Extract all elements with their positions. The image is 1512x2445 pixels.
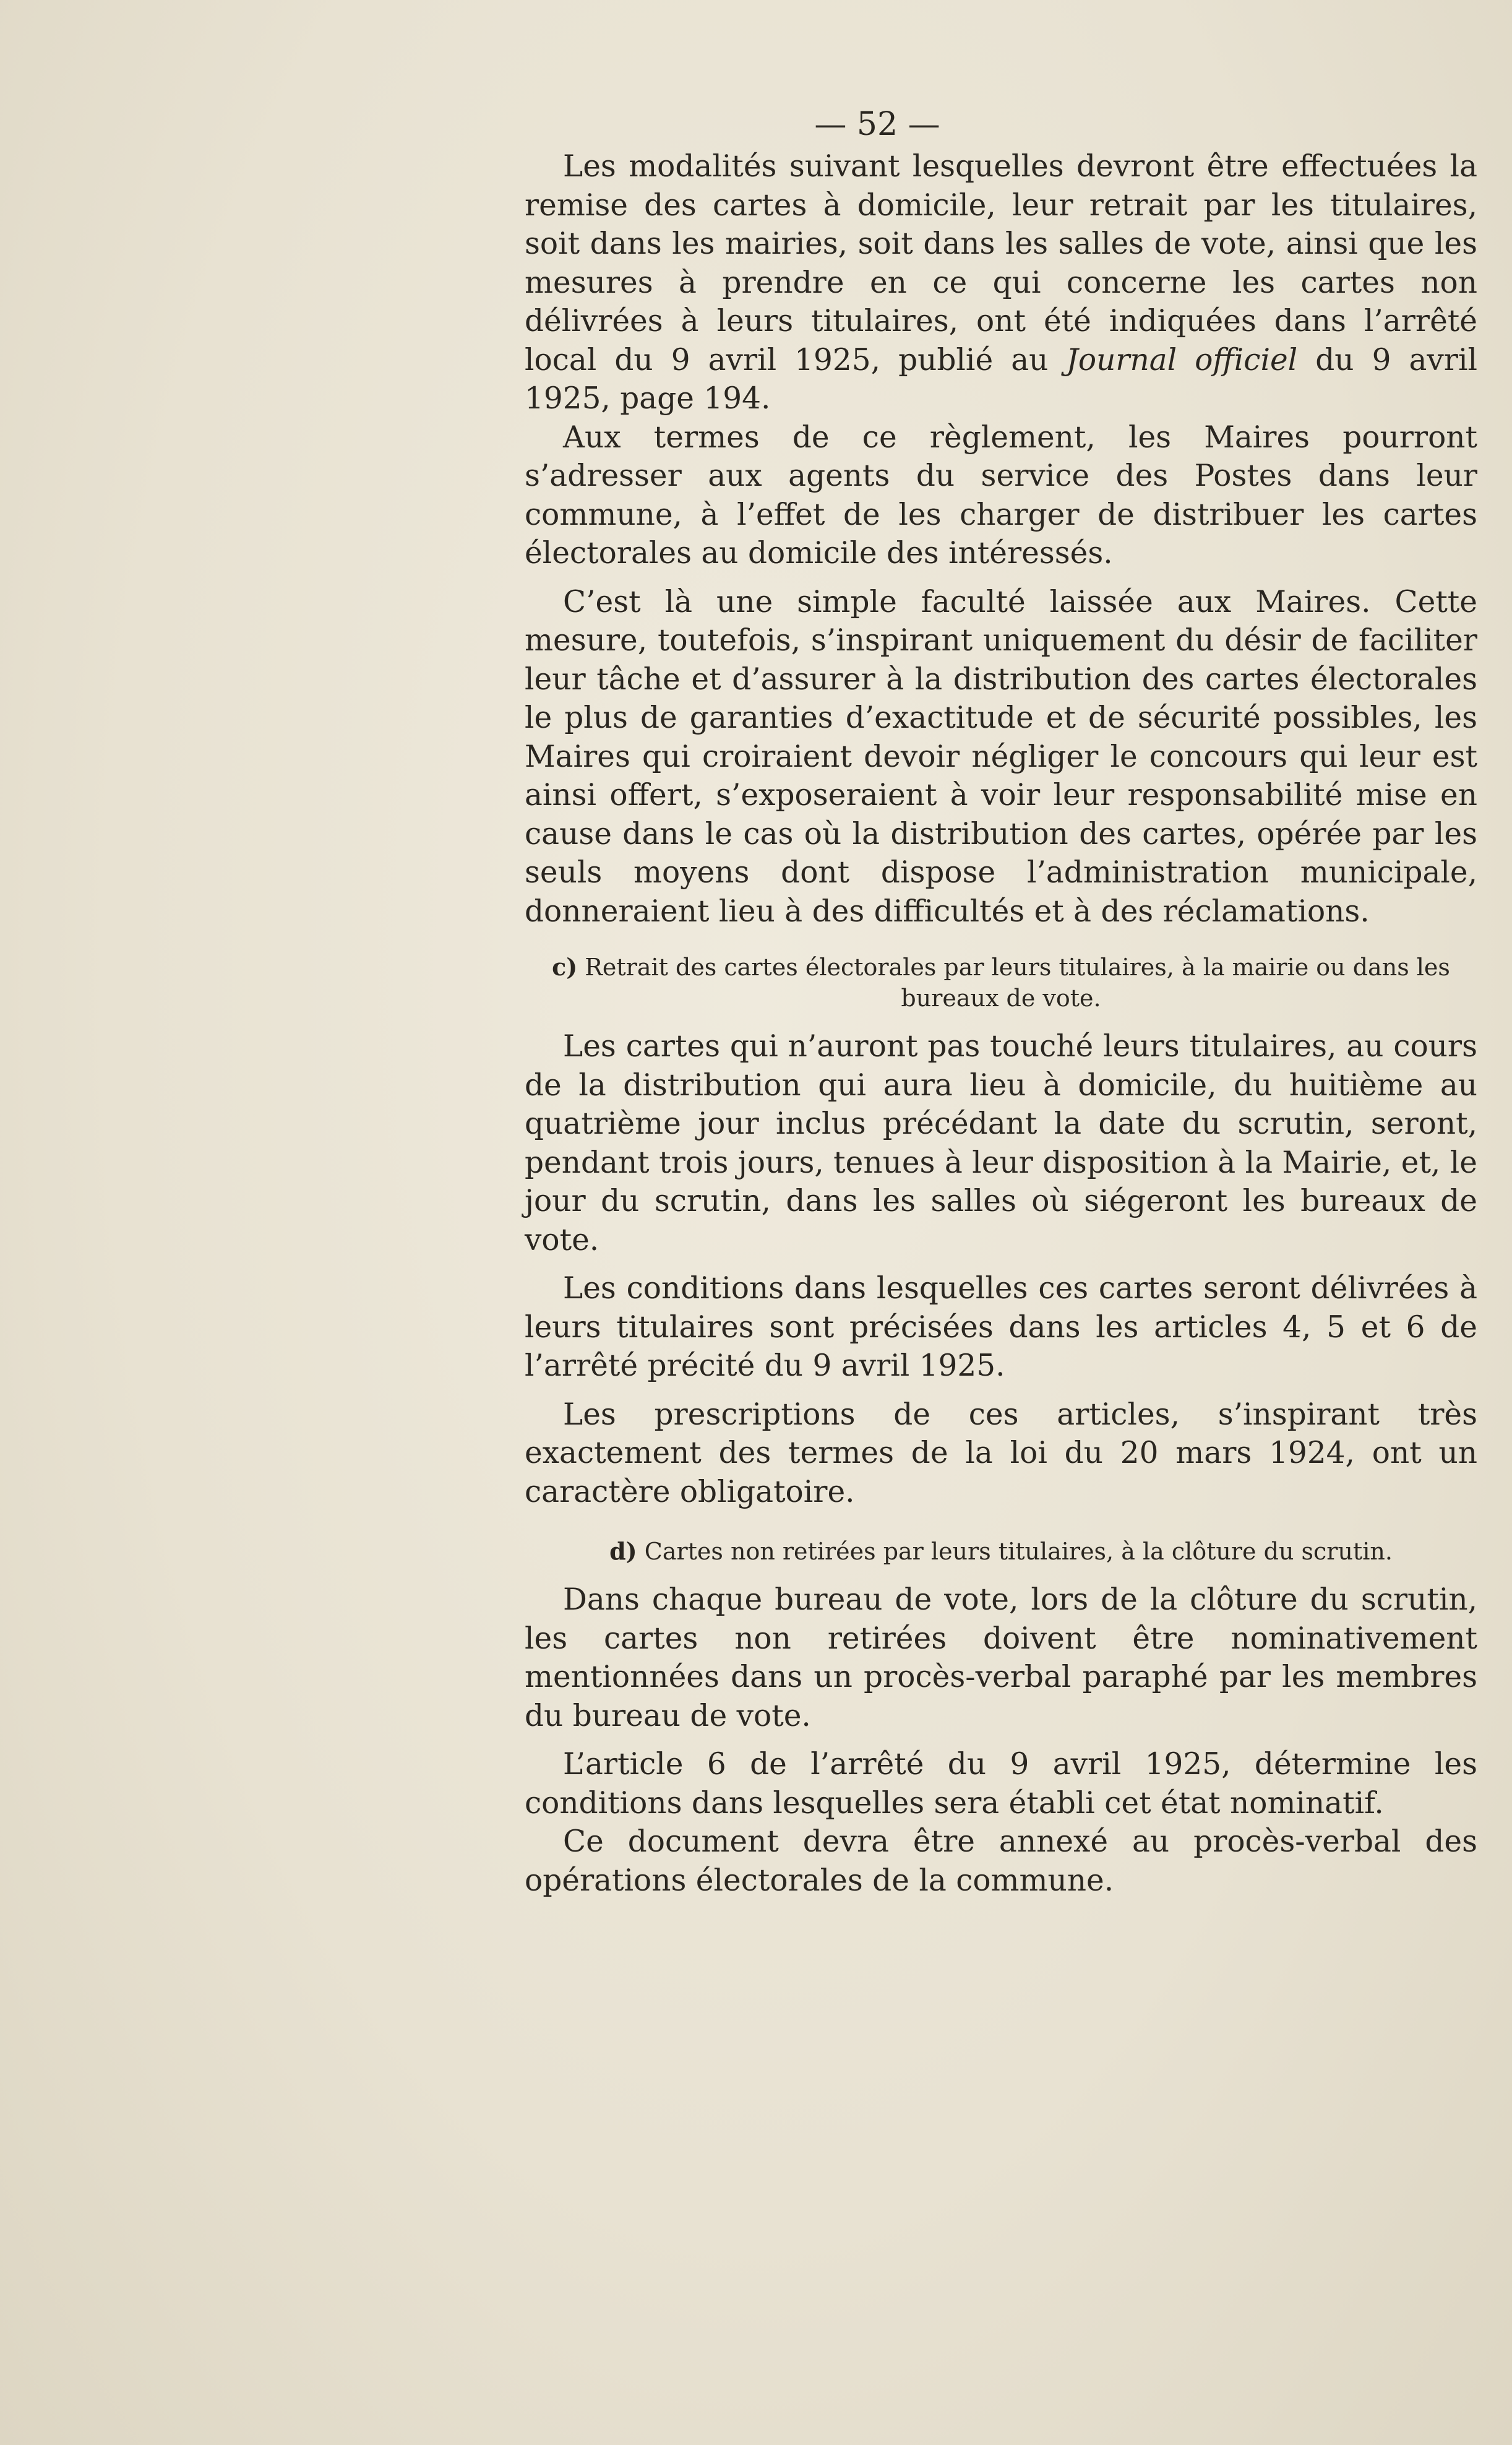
section-letter: d) [609,1537,637,1565]
paragraph-text: Les modalités suivant lesquelles devront être effectuées la remise des cartes à domicile, leur retrait par les titulaires, soit dans les mairies, soit dans les salles de vote, ainsi que les mesures à prendre en ce qui concerne les cartes non délivrées à leurs titulaires, ont été indiquées dans l’arrêté local du 9 avril 1925, publié au [525,149,1477,377]
paragraph-article-6: L’article 6 de l’arrêté du 9 avril 1925, détermine les conditions dans lesquelles sera établi cet état nominatif. [525,1747,1477,1821]
section-title: Retrait des cartes électorales par leurs titulaires, à la mairie ou dans les bureaux de vote. [585,954,1450,1012]
paragraph-mayors-responsibility: C’est là une simple faculté laissée aux Maires. Cette mesure, toutefois, s’inspirant uniquement du désir de faciliter leur tâche et d’assurer à la distribution des cartes électorales le plus de garanties d’exactitude et de sécurité possibles, les Maires qui croiraient devoir négliger le concours qui leur est ainsi offert, s’exposeraient à voir leur responsabilité mise en cause dans le cas où la distribution des cartes, opérée par les seuls moyens dont dispose l’administration municipale, donneraient lieu à des difficultés et à des réclamations. [525,584,1477,929]
paragraph-annexed-document: Ce document devra être annexé au procès-verbal des opérations électorales de la commune. [525,1824,1477,1898]
paragraph-card-delivery-modalities [525,147,1477,418]
section-heading-d [525,1536,1477,1567]
section-heading-c [525,952,1477,1014]
paragraph-minutes-listing: Dans chaque bureau de vote, lors de la clôture du scrutin, les cartes non retirées doivent être nominativement mentionnées dans un procès-verbal paraphé par les membres du bureau de vote. [525,1582,1477,1733]
paragraph-postal-agents: Aux termes de ce règlement, les Maires pourront s’adresser aux agents du service des Postes dans leur commune, à l’effet de les charger de distribuer les cartes électorales au domicile des intéressés. [525,420,1477,571]
document-body [525,105,1477,1900]
paragraph-text-end: du 9 avril 1925, page 194. [525,342,1478,416]
paragraph-uncollected-cards: Les cartes qui n’auront pas touché leurs titulaires, au cours de la distribution qui aura lieu à domicile, du huitième au quatrième jour inclus précédant la date du scrutin, seront, pendant trois jours, tenues à leur disposition à la Mairie, et, le jour du scrutin, dans les salles où siégeront les bureaux de vote. [525,1029,1477,1257]
paragraph-delivery-conditions: Les conditions dans lesquelles ces cartes seront délivrées à leurs titulaires sont précisées dans les articles 4, 5 et 6 de l’arrêté précité du 9 avril 1925. [525,1271,1477,1383]
section-letter: c) [552,953,578,981]
page-number: — 52 — [814,106,940,143]
section-title: Cartes non retirées par leurs titulaires, à la clôture du scrutin. [644,1538,1393,1565]
journal-officiel-title: Journal officiel [1066,342,1298,377]
paragraph-mandatory-prescriptions: Les prescriptions de ces articles, s’inspirant très exactement des termes de la loi du 20 mars 1924, ont un caractère obligatoire. [525,1397,1477,1509]
